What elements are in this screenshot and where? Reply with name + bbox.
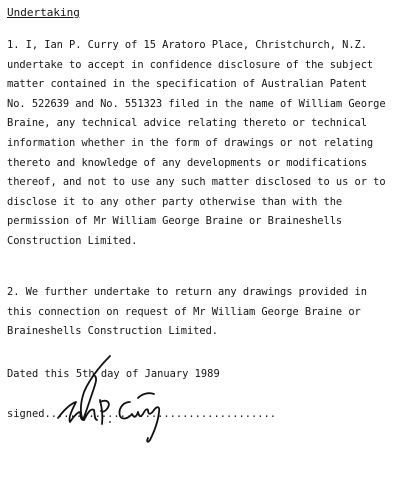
signature-icon (50, 352, 168, 444)
signed-line: signed..................................... (7, 408, 276, 420)
paragraph-2-line: Braineshells Construction Limited. (7, 325, 218, 338)
paragraph-2-line: this connection on request of Mr William George Braine or (7, 305, 361, 318)
paragraph-1-line: matter contained in the specification of Australian Patent (7, 78, 367, 91)
paragraph-1-line: Braine, any technical advice relating thereto or technical (7, 117, 367, 130)
paragraph-1 (7, 38, 407, 254)
paragraph-1-line: thereto and knowledge of any developments or modifications (7, 156, 367, 169)
paragraph-1-line: 1. I, Ian P. Curry of 15 Aratoro Place, Christchurch, N.Z. (7, 39, 367, 51)
paragraph-2 (7, 285, 407, 344)
paragraph-1-line: disclose it to any other party otherwise than with the (7, 195, 343, 208)
paragraph-1-line: information whether in the form of drawings or not relating (7, 136, 374, 149)
paragraph-1-line: thereof, and not to use any such matter disclosed to us or to (7, 176, 386, 189)
paragraph-1-line: permission of Mr William George Braine or Braineshells (7, 215, 343, 228)
paragraph-1-line: Construction Limited. (7, 234, 138, 247)
paragraph-2-line: 2. We further undertake to return any drawings provided in (7, 286, 367, 298)
dated-line: Dated this 5th day of January 1989 (7, 368, 220, 380)
paragraph-1-line: No. 522639 and No. 551323 filed in the name of William George (7, 97, 386, 110)
document-heading: Undertaking (7, 6, 80, 19)
paragraph-1-line: undertake to accept in confidence disclosure of the subject (7, 58, 374, 71)
